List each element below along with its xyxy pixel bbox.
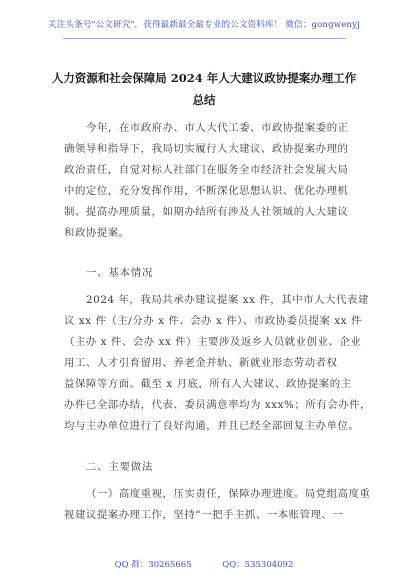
section-1-line: 均与主办单位进行了良好沟通，并且已经全部回复主办单位。 [64, 420, 360, 432]
document-title-line-2: 总结 [192, 93, 216, 107]
section-2-line: 视建议提案办理工作，坚持“一把手主抓、一本账管理、一 [64, 509, 344, 521]
section-1-paragraph [64, 290, 372, 437]
section-2-heading: 二、主要做法 [86, 461, 154, 473]
section-1-heading: 一、基本情况 [86, 267, 154, 279]
intro-line: 确领导和指导下，我局切实履行人大建议、政协提案办理的 [64, 143, 349, 155]
footer-qq-group: QQ 群：30265665 [114, 560, 192, 570]
section-1-line: 益保障等方面。截至 x 月底，所有人大建议、政协提案的主 [64, 378, 352, 390]
section-1-line: （主办 x 件、会办 xx 件）主要涉及返乡人员就业创业、企业 [64, 336, 362, 348]
intro-line: 今年，在市政府办、市人大代工委、市政协提案委的正 [86, 122, 349, 134]
section-1-line: 办件已全部办结，代表、委员满意率均为 xxx%；所有会办件， [64, 399, 372, 411]
intro-paragraph [64, 118, 349, 244]
intro-line: 和政协提案。 [64, 227, 130, 239]
section-2-line: （一）高度重视，压实责任，保障办理进度。局党组高度重 [86, 488, 371, 500]
section-1-line: 2024 年，我局共承办建议提案 xx 件，其中市人大代表建 [86, 294, 369, 306]
header-banner: 关注头条号"公文研究"，获得最新最全最专业的公文资料库！ 微信：gongwenyj [48, 20, 360, 30]
intro-line: 制、提高办理质量，如期办结所有涉及人社领域的人大建议 [64, 206, 349, 218]
footer-contact [0, 558, 408, 570]
header-divider [63, 38, 346, 39]
section-2-paragraph [64, 484, 371, 526]
footer-qq: QQ：535304092 [222, 560, 294, 570]
document-title-line-1: 人力资源和社会保障局 2024 年人大建议政协提案办理工作 [51, 71, 357, 85]
section-1-line: 用工、人才引育留用、养老金并轨、新就业形态劳动者权 [64, 357, 338, 369]
section-1-line: 议 xx 件（主/分办 x 件、会办 x 件）、市政协委员提案 xx 件 [64, 315, 362, 327]
intro-line: 政治责任，自觉对标人社部门在服务全市经济社会发展大局 [64, 164, 349, 176]
intro-line: 中的定位，充分发挥作用，不断深化思想认识、优化办理机 [64, 185, 349, 197]
